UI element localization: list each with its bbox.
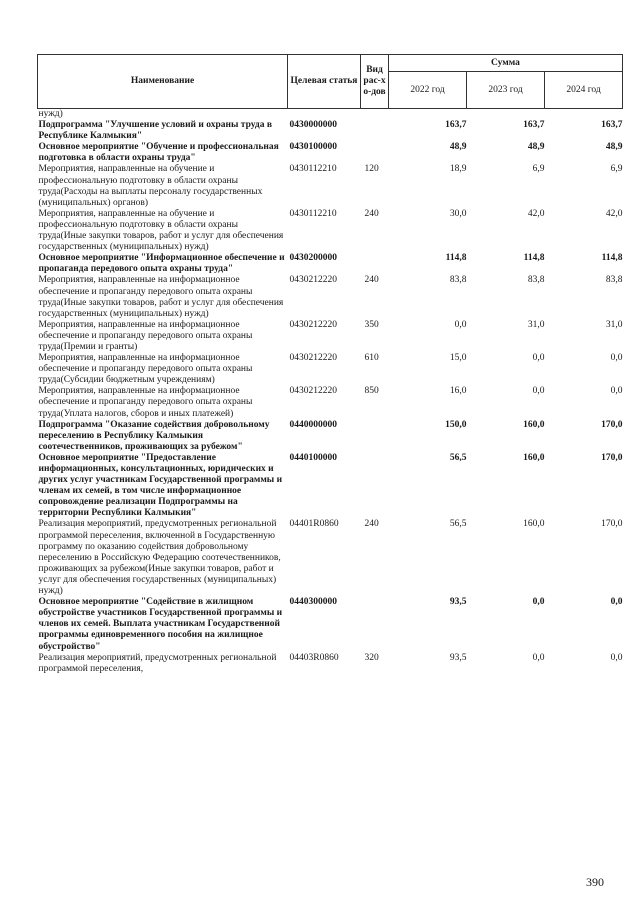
table-row — [38, 386, 623, 419]
row-name: нужд) — [38, 109, 63, 119]
row-target-article: 0430112210 — [289, 164, 337, 175]
row-sum-2024: 0,0 — [610, 353, 623, 364]
row-sum-2024: 42,0 — [605, 208, 623, 219]
row-sum-2023: 6,9 — [532, 164, 545, 175]
row-sum-2022: 150,0 — [445, 419, 467, 430]
row-sum-2023: 0,0 — [532, 353, 545, 364]
row-sum-2024: 83,8 — [605, 275, 623, 286]
row-sum-2024: 163,7 — [601, 120, 623, 131]
row-sum-2022: 16,0 — [449, 386, 467, 397]
row-sum-2022: 114,8 — [445, 253, 467, 264]
row-sum-2022: 30,0 — [449, 208, 467, 219]
row-name: Мероприятия, направленные на обучение и профессиональную подготовку в области охраны труда(Расходы на выплаты персоналу государственных (муниципальных) органов) — [38, 164, 263, 208]
row-expense-type — [361, 253, 389, 275]
row-target-article: 0430212220 — [289, 353, 337, 364]
table-header — [38, 55, 623, 109]
row-sum-2022 — [389, 109, 467, 121]
row-expense-type — [361, 597, 389, 652]
row-target-article: 04403R0860 — [289, 652, 339, 663]
row-sum-2024: 170,0 — [601, 419, 623, 430]
row-expense-type: 240 — [364, 275, 379, 286]
table-row — [38, 142, 623, 164]
table-row — [38, 519, 623, 597]
row-expense-type: 850 — [364, 386, 379, 397]
table-row — [38, 320, 623, 353]
row-expense-type — [361, 109, 389, 121]
row-sum-2024: 170,0 — [601, 519, 623, 530]
row-sum-2022: 48,9 — [449, 142, 467, 153]
header-target-article: Целевая статья — [288, 55, 361, 109]
row-target-article: 0430200000 — [289, 253, 337, 264]
row-sum-2024: 31,0 — [605, 319, 623, 330]
row-sum-2023: 31,0 — [527, 319, 545, 330]
row-sum-2022: 93,5 — [449, 652, 467, 663]
row-sum-2024: 0,0 — [610, 386, 623, 397]
row-sum-2023: 48,9 — [527, 142, 545, 153]
row-name: Мероприятия, направленные на информационное обеспечение и пропаганду передового опыта охраны труда(Премии и гранты) — [38, 319, 253, 352]
row-target-article: 0430212220 — [289, 386, 337, 397]
table-row — [38, 653, 623, 675]
row-expense-type: 240 — [364, 208, 379, 219]
row-sum-2022: 0,0 — [454, 319, 467, 330]
row-expense-type — [361, 120, 389, 142]
budget-table — [37, 54, 623, 675]
row-sum-2023: 160,0 — [523, 419, 545, 430]
row-sum-2022: 93,5 — [449, 597, 467, 608]
row-sum-2024: 0,0 — [610, 597, 623, 608]
row-target-article: 0430100000 — [289, 142, 337, 153]
row-sum-2022: 83,8 — [449, 275, 467, 286]
row-target-article: 0440000000 — [289, 419, 337, 430]
row-expense-type: 240 — [364, 519, 379, 530]
row-target-article: 04401R0860 — [289, 519, 339, 530]
table-row — [38, 209, 623, 253]
table-row — [38, 420, 623, 453]
row-name: Мероприятия, направленные на обучение и профессиональную подготовку в области охраны труда(Иные закупки товаров, работ и услуг для обеспечения государственных (муниципальных) нужд) — [38, 208, 284, 253]
row-expense-type — [361, 453, 389, 520]
row-target-article: 0430000000 — [289, 120, 337, 131]
row-name: Реализация мероприятий, предусмотренных региональной программой переселения, включенной в Государственную программу по оказанию содействия добровольному переселению в Российскую Федерацию соотечественников, проживающих за рубежом(Иные закупки товаров, работ и услуг для обеспечения государственных (муниципальных) нужд) — [38, 519, 281, 597]
table-row — [38, 120, 623, 142]
header-sum: Сумма — [389, 55, 623, 72]
row-sum-2023: 83,8 — [527, 275, 545, 286]
row-sum-2022: 56,5 — [449, 452, 467, 463]
row-expense-type — [361, 420, 389, 453]
row-target-article: 0430212220 — [289, 319, 337, 330]
table-row — [38, 597, 623, 652]
row-expense-type: 320 — [364, 652, 379, 663]
row-sum-2023: 0,0 — [532, 597, 545, 608]
row-expense-type: 610 — [364, 353, 379, 364]
row-name: Подпрограмма "Оказание содействия добровольному переселению в Республику Калмыкия соотечественников, проживающих за рубежом" — [38, 419, 270, 452]
table-row — [38, 164, 623, 208]
table-row — [38, 253, 623, 275]
row-sum-2023: 0,0 — [532, 652, 545, 663]
row-sum-2023: 163,7 — [523, 120, 545, 131]
row-sum-2023: 42,0 — [527, 208, 545, 219]
row-expense-type — [361, 142, 389, 164]
row-sum-2024 — [545, 109, 623, 121]
header-expense-type: Вид рас-хо-дов — [361, 55, 389, 109]
row-target-article: 0440100000 — [289, 452, 337, 463]
row-name: Основное мероприятие "Содействие в жилищном обустройстве участников Государственной программы и членов их семей. Выплата участникам Государственной программы единовременного пособия на жилищное обустройство" — [38, 597, 283, 652]
row-sum-2023: 160,0 — [523, 519, 545, 530]
header-year-2022: 2022 год — [389, 72, 467, 109]
row-target-article: 0440300000 — [289, 597, 337, 608]
row-target-article: 0430212220 — [289, 275, 337, 286]
row-sum-2024: 6,9 — [610, 164, 623, 175]
row-name: Мероприятия, направленные на информационное обеспечение и пропаганду передового опыта охраны труда(Уплата налогов, сборов и иных платежей) — [38, 386, 253, 419]
row-sum-2022: 56,5 — [449, 519, 467, 530]
row-name: Основное мероприятие "Обучение и профессиональная подготовка в области охраны труда" — [38, 142, 279, 164]
table-row — [38, 353, 623, 386]
budget-table-page — [37, 54, 622, 675]
row-sum-2024: 170,0 — [601, 452, 623, 463]
row-sum-2023: 160,0 — [523, 452, 545, 463]
row-name: Мероприятия, направленные на информационное обеспечение и пропаганду передового опыта охраны труда(Субсидии бюджетным учреждениям) — [38, 353, 253, 386]
row-name: Основное мероприятие "Информационное обеспечение и пропаганда передового опыта охраны труда" — [38, 253, 285, 275]
row-name: Реализация мероприятий, предусмотренных региональной программой переселения, — [38, 652, 277, 674]
row-sum-2022: 15,0 — [449, 353, 467, 364]
row-sum-2024: 48,9 — [605, 142, 623, 153]
header-name: Наименование — [38, 55, 288, 109]
row-sum-2024: 114,8 — [601, 253, 623, 264]
row-sum-2022: 163,7 — [445, 120, 467, 131]
table-body — [38, 109, 623, 675]
row-sum-2024: 0,0 — [610, 652, 623, 663]
row-sum-2023: 0,0 — [532, 386, 545, 397]
row-name: Мероприятия, направленные на информационное обеспечение и пропаганду передового опыта охраны труда(Иные закупки товаров, работ и услуг для обеспечения государственных (муниципальных) нужд) — [38, 275, 284, 319]
row-name: Основное мероприятие "Предоставление информационных, консультационных, юридических и других услуг участникам Государственной программы и членам их семей, в том числе информационное сопровождение реализации Подпрограммы на территории Республики Калмыкия" — [38, 452, 283, 519]
header-year-2023: 2023 год — [467, 72, 545, 109]
row-sum-2022: 18,9 — [449, 164, 467, 175]
row-sum-2023 — [467, 109, 545, 121]
table-row — [38, 275, 623, 319]
row-sum-2023: 114,8 — [523, 253, 545, 264]
table-row — [38, 109, 623, 121]
row-expense-type: 120 — [364, 164, 379, 175]
page-number: 390 — [586, 875, 604, 889]
row-target-article — [288, 109, 361, 121]
row-name: Подпрограмма "Улучшение условий и охраны труда в Республике Калмыкия" — [38, 120, 272, 142]
table-row — [38, 453, 623, 520]
row-target-article: 0430112210 — [289, 208, 337, 219]
row-expense-type: 350 — [364, 319, 379, 330]
header-year-2024: 2024 год — [545, 72, 623, 109]
